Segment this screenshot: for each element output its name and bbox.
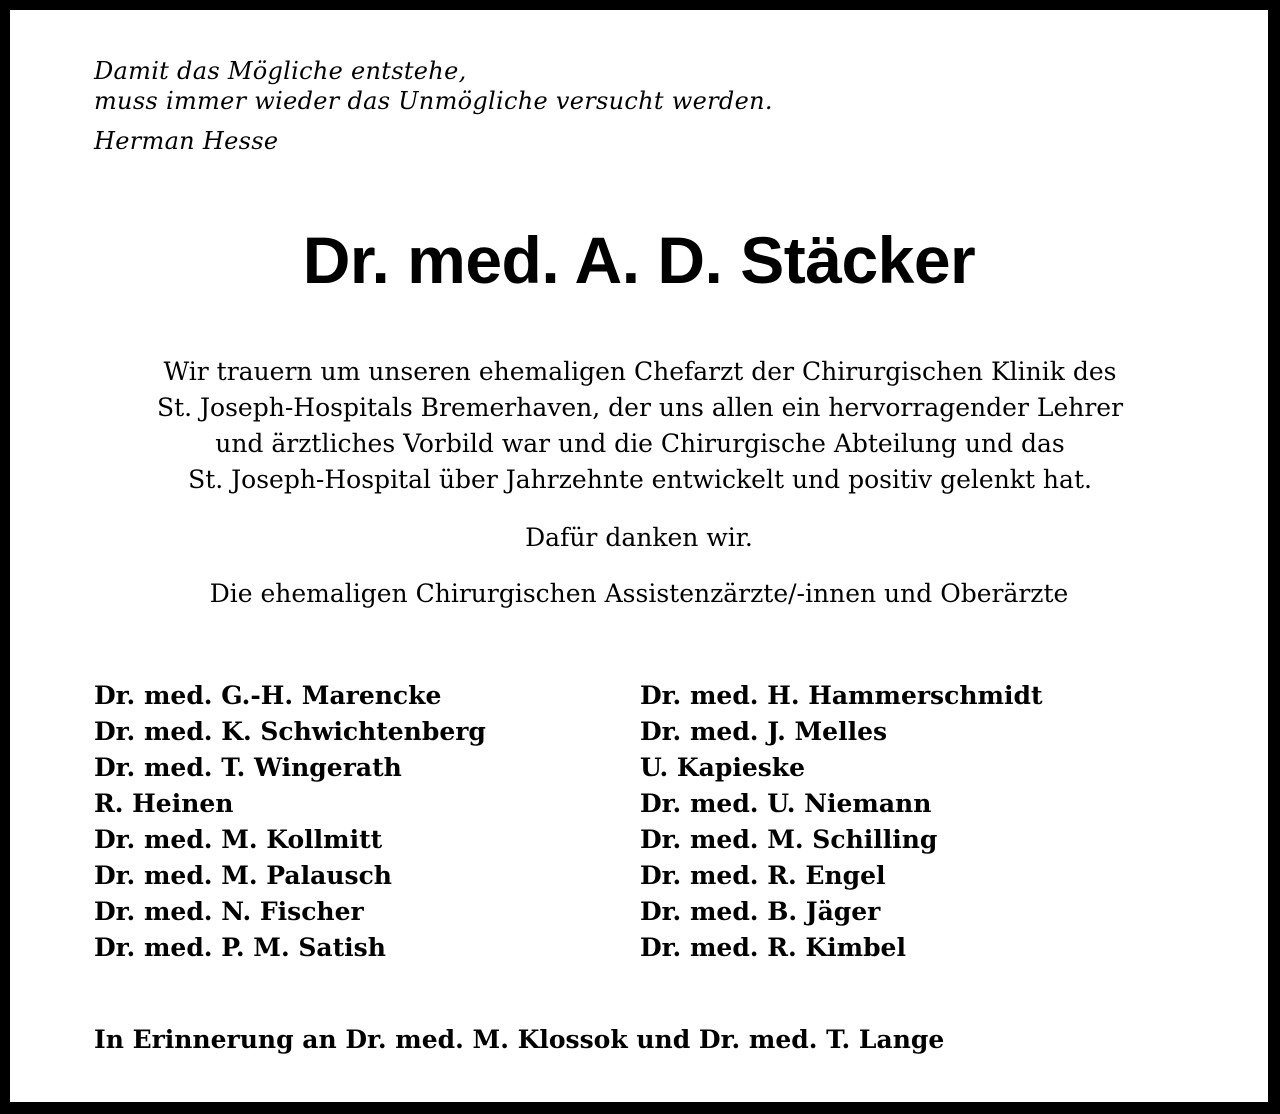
in-memory-line: In Erinnerung an Dr. med. M. Klossok und Dr. med. T. Lange [94, 1025, 945, 1054]
signatory-name: Dr. med. G.-H. Marencke [94, 681, 442, 710]
signatory-name: Dr. med. M. Palausch [94, 861, 392, 890]
mourning-text-line: St. Joseph-Hospital über Jahrzehnte entwickelt und positiv gelenkt hat. [188, 465, 1092, 494]
mourning-text-line: und ärztliches Vorbild war und die Chirurgische Abteilung und das [215, 429, 1065, 458]
signatory-name: Dr. med. R. Kimbel [640, 933, 906, 962]
signatory-name: Dr. med. T. Wingerath [94, 753, 402, 782]
names-column-right [640, 678, 1043, 966]
signatory-name: R. Heinen [94, 789, 234, 818]
signatory-name: Dr. med. J. Melles [640, 717, 888, 746]
signatory-name: Dr. med. R. Engel [640, 861, 886, 890]
signatory-name: Dr. med. M. Schilling [640, 825, 938, 854]
signatory-name: Dr. med. H. Hammerschmidt [640, 681, 1043, 710]
signatory-name: Dr. med. N. Fischer [94, 897, 364, 926]
mourning-text-line: St. Joseph-Hospitals Bremerhaven, der uns allen ein hervorragender Lehrer [156, 393, 1124, 422]
epigraph-quote [94, 56, 773, 116]
mourning-text [70, 354, 1210, 498]
mourning-text-line: Wir trauern um unseren ehemaligen Chefarzt der Chirurgischen Klinik des [163, 357, 1117, 386]
deceased-name-title: Dr. med. A. D. Stäcker [302, 223, 976, 297]
quote-line-1: Damit das Mögliche entstehe, [94, 57, 467, 85]
names-column-left [94, 678, 486, 966]
quote-author: Herman Hesse [94, 127, 279, 155]
signatory-name: Dr. med. K. Schwichtenberg [94, 717, 486, 746]
signatory-group: Die ehemaligen Chirurgischen Assistenzärzte/-innen und Oberärzte [209, 579, 1069, 608]
quote-line-2: muss immer wieder das Unmögliche versucht werden. [94, 87, 773, 115]
signatory-name: Dr. med. M. Kollmitt [94, 825, 383, 854]
signatory-name: Dr. med. B. Jäger [640, 897, 881, 926]
thanks-line: Dafür danken wir. [525, 523, 753, 552]
signatory-name: Dr. med. P. M. Satish [94, 933, 386, 962]
signatory-name: U. Kapieske [640, 753, 806, 782]
obituary-notice [10, 10, 1268, 1102]
signatory-name: Dr. med. U. Niemann [640, 789, 932, 818]
